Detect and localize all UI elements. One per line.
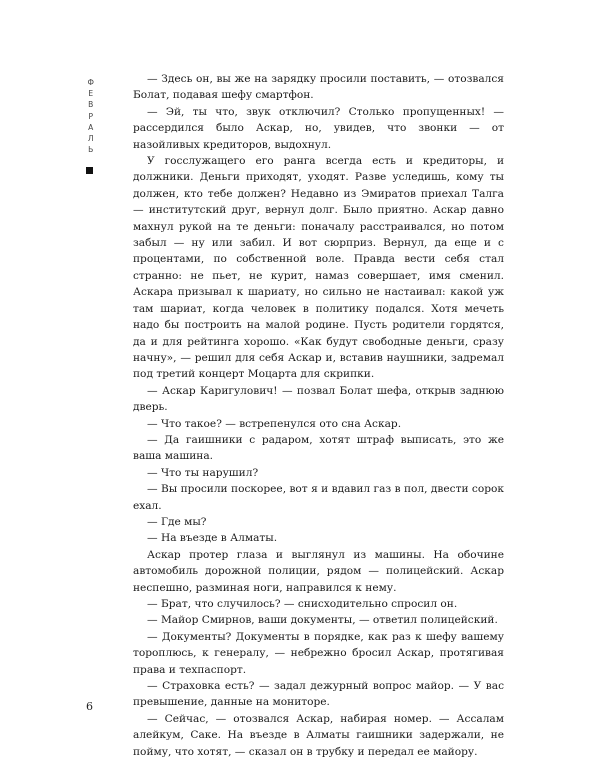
paragraph: — Что такое? — встрепенулся ото сна Аскар.	[147, 417, 402, 430]
paragraph: — Страховка есть? — задал дежурный вопрос майор. — У вас превышение, данные на мониторе.	[133, 680, 504, 709]
paragraph: — Что ты нарушил?	[147, 466, 259, 479]
section-marker	[86, 167, 93, 174]
page-number: 6	[86, 700, 93, 713]
paragraph: — Эй, ты что, звук отключил? Столько пропущенных! — рассердился было Аскар, но, увидев, что звонки — от назойливых кредиторов, выдохнул.	[133, 105, 504, 151]
paragraph: — Майор Смирнов, ваши документы, — ответил полицейский.	[147, 614, 498, 627]
paragraph: У госслужащего его ранга всегда есть и кредиторы, и должники. Деньги приходят, уходят. Разве уследишь, кому ты должен, кто тебе должен? Недавно из Эмиратов приехал Талга — институтский друг, вернул долг. Было приятно. Аскар давно махнул рукой на те деньги: поначалу расстраивался, но потом забыл — ну или забил. И вот сюрприз. Вернул, да еще и с процентами, по собственной воле. Правда вести себя стал странно: не пьет, не курит, намаз совершает, имя сменил. Аскара призывал к шариату, но сильно не настаивал: какой уж там шариат, когда человек в политику подался. Хотя мечеть надо бы построить на малой родине. Пусть родители гордятся, да и для рейтинга хорошо. «Как будут свободные деньги, сразу начну», — решил для себя Аскар и, вставив наушники, задремал под третий концерт Моцарта для скрипки.	[133, 155, 504, 381]
paragraph: — Вы просили поскорее, вот я и вдавил газ в пол, двести сорок ехал.	[133, 483, 504, 512]
paragraph: — Да гаишники с радаром, хотят штраф выписать, это же ваша машина.	[133, 433, 504, 463]
paragraph: — Сейчас, — отозвался Аскар, набирая номер. — Ассалам алейкум, Саке. На въезде в Алматы гаишники задержали, не пойму, что хотят, — сказал он в трубку и передал ее майору.	[133, 712, 504, 758]
paragraph: — Аскар Каригулович! — позвал Болат шефа, открыв заднюю дверь.	[133, 384, 504, 414]
paragraph: — Здесь он, вы же на зарядку просили поставить, — отозвался Болат, подавая шефу смартфон.	[133, 73, 504, 102]
body-text	[133, 71, 504, 760]
section-label: Ф Е В Р А Л Ь	[87, 78, 95, 155]
paragraph: — Брат, что случилось? — снисходительно спросил он.	[147, 598, 458, 610]
paragraph: — На въезде в Алматы.	[147, 532, 278, 545]
paragraph: — Где мы?	[147, 515, 207, 528]
paragraph: Аскар протер глаза и выглянул из машины. На обочине автомобиль дорожной полиции, рядом — полицейский. Аскар неспешно, разминая ноги, направился к нему.	[133, 548, 504, 594]
paragraph: — Документы? Документы в порядке, как раз к шефу вашему тороплюсь, к генералу, — небрежно бросил Аскар, протягивая права и техпаспорт.	[133, 630, 504, 676]
